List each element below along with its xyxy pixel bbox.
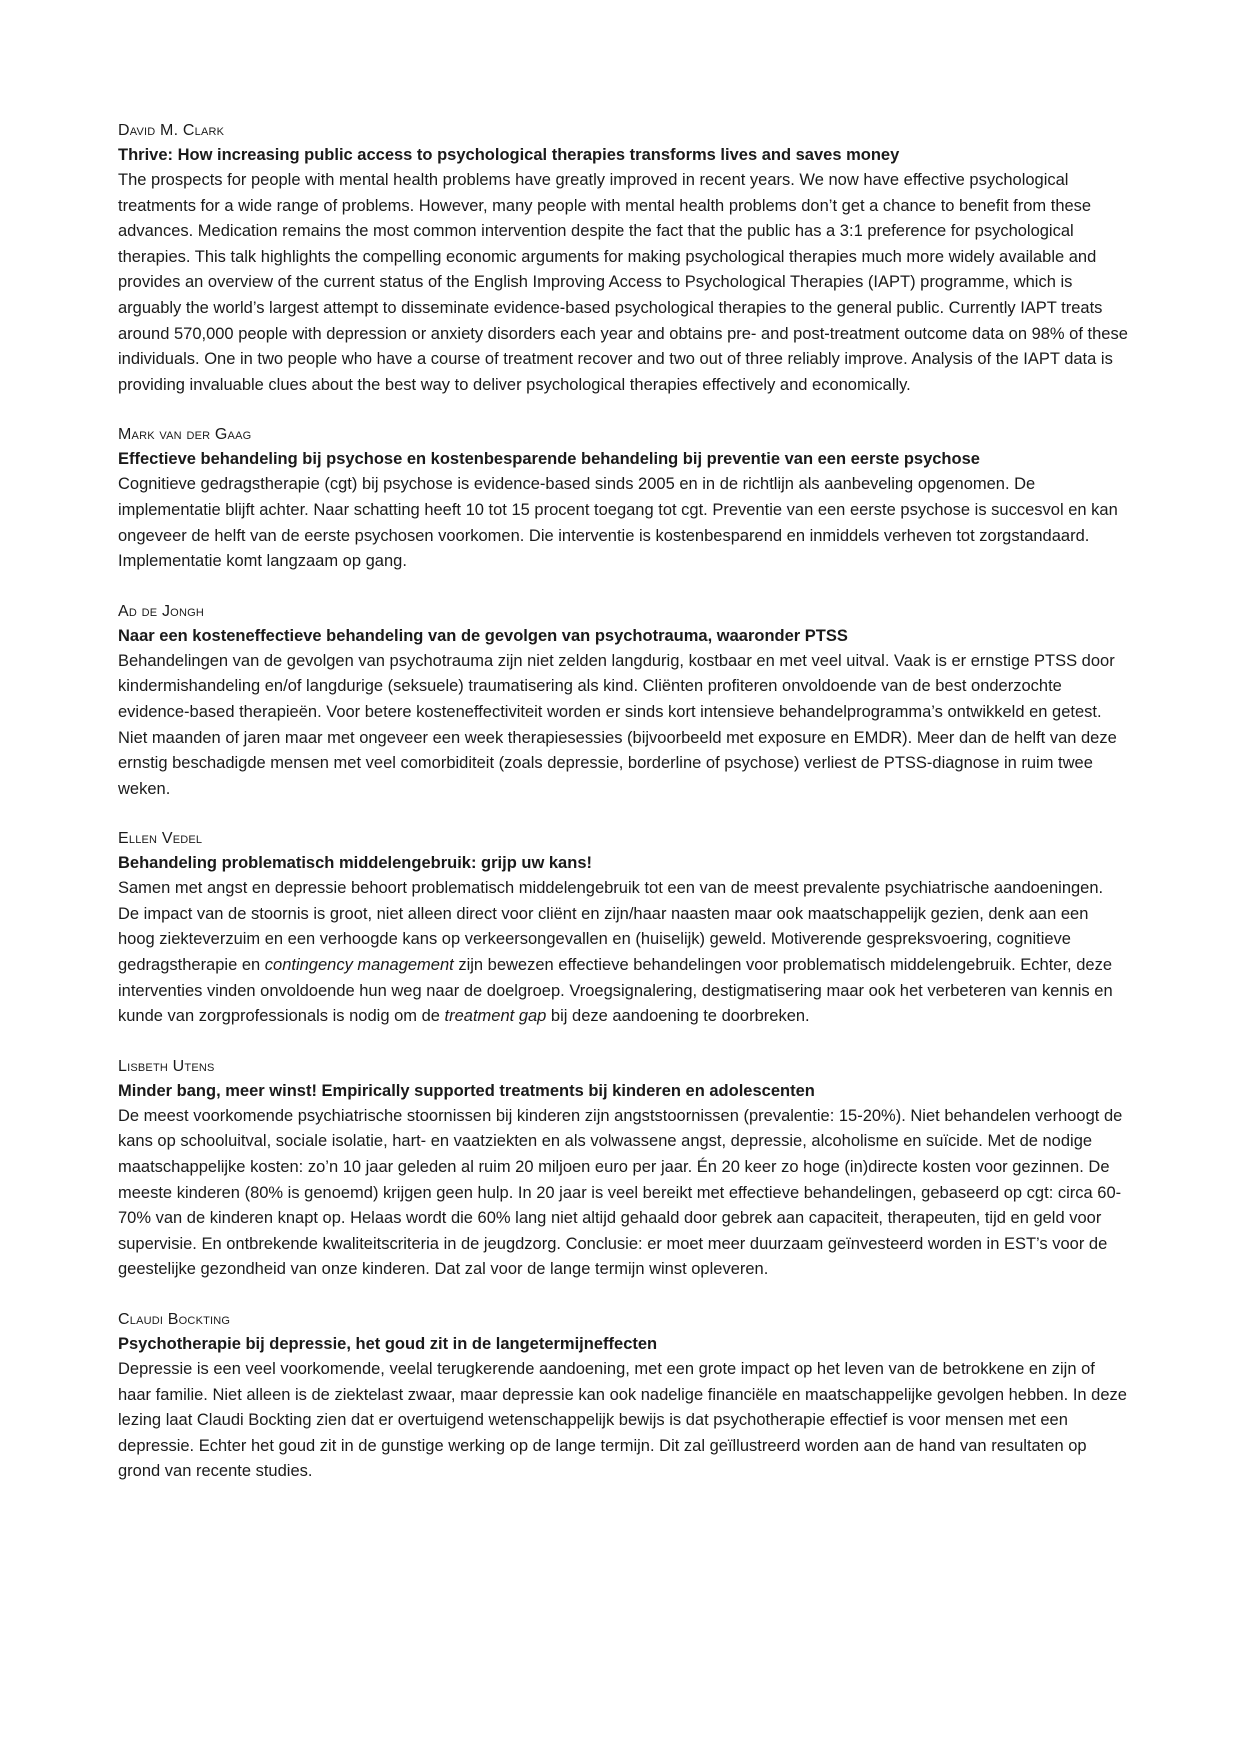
speaker-name: Lisbeth Utens (118, 1057, 215, 1075)
talk-title: Effectieve behandeling bij psychose en kostenbesparende behandeling bij preventie van een eerste psychose (118, 450, 980, 469)
abstract-text: Depressie is een veel voorkomende, veelal terugkerende aandoening, met een grote impact op het leven van de betrokkene en zijn of haar familie. Niet alleen is de ziektelast zwaar, maar depressie kan ook nadelige financiële en maatschappelijke gevolgen hebben. In deze lezing laat Claudi Bockting zien dat er overtuigend wetenschappelijk bewijs is dat psychotherapie effectief is voor mensen met een depressie. Echter het goud zit in de gunstige werking op de lange termijn. Dit zal geïllustreerd worden aan de hand van resultaten op grond van recente studies. (118, 1360, 1127, 1481)
talk-title: Thrive: How increasing public access to psychological therapies transforms lives and saves money (118, 146, 900, 164)
speaker-name: Claudi Bockting (118, 1311, 231, 1328)
abstract-text-part: bij deze aandoening te doorbreken. (546, 1007, 810, 1026)
abstract-text: De meest voorkomende psychiatrische stoornissen bij kinderen zijn angststoornissen (prevalentie: 15-20%). Niet behandelen verhoogt de kans op schooluitval, sociale isolatie, hart- en vaatziekten en als volwassene angst, depressie, alcoholisme en suïcide. Met de nodige maatschappelijke kosten: zo’n 10 jaar geleden al ruim 20 miljoen euro per jaar. Én 20 keer zo hoge (in)directe kosten voor gezinnen. De meeste kinderen (80% is genoemd) krijgen geen hulp. In 20 jaar is veel bereikt met effectieve behandelingen, gebaseerd op cgt: circa 60-70% van de kinderen knapt op. Helaas wordt die 60% lang niet altijd gehaald door gebrek aan capaciteit, therapeuten, tijd en geld voor supervisie. En ontbrekende kwaliteitscriteria in de jeugdzorg. Conclusie: er moet meer duurzaam geïnvesteerd worden in EST’s voor de geestelijke gezondheid van onze kinderen. Dat zal voor de lange termijn winst opleveren. (118, 1106, 1123, 1279)
abstract-emphasis: contingency management (264, 956, 454, 975)
abstract-text-part: Samen met angst en depressie behoort problematisch middelengebruik tot een van de meest prevalente psychiatrische aandoeningen. De impact van de stoornis is groot, niet alleen direct voor cliënt en zijn/haar naasten maar ook maatschappelijk gezien, denk aan een hoog ziekteverzuim en een verhoogde kans op verkeersongevallen en (huiselijk) geweld. Motiverende gespreksvoering, cognitieve gedragstherapie en (118, 879, 1104, 975)
abstract-entry (118, 1056, 1128, 1283)
abstract-text (118, 876, 1128, 1030)
abstract-entry (118, 120, 1128, 398)
abstract-entry (118, 828, 1128, 1030)
document-page (118, 120, 1128, 1511)
speaker-name: Ad de Jongh (118, 602, 204, 620)
abstract-text: The prospects for people with mental health problems have greatly improved in recent years. We now have effective psychological treatments for a wide range of problems. However, many people with mental health problems don’t get a chance to benefit from these advances. Medication remains the most common intervention despite the fact that the public has a 3:1 preference for psychological therapies. This talk highlights the compelling economic arguments for making psychological therapies much more widely available and provides an overview of the current status of the English Improving Access to Psychological Therapies (IAPT) programme, which is arguably the world’s largest attempt to disseminate evidence-based psychological therapies to the general public. Currently IAPT treats around 570,000 people with depression or anxiety disorders each year and obtains pre- and post-treatment outcome data on 98% of these individuals. One in two people who have a course of treatment recover and two out of three reliably improve. Analysis of the IAPT data is providing invaluable clues about the best way to deliver psychological therapies effectively and economically. (118, 171, 1128, 394)
speaker-name: Mark van der Gaag (118, 426, 252, 444)
talk-title: Behandeling problematisch middelengebruik: grijp uw kans! (118, 854, 592, 873)
abstract-emphasis: treatment gap (444, 1007, 547, 1026)
abstract-entry (118, 1309, 1128, 1485)
abstract-text-part: zijn bewezen effectieve behandelingen voor problematisch middelengebruik. Echter, deze interventies vinden onvoldoende hun weg naar de doelgroep. Vroegsignalering, destigmatisering maar ook het verbeteren van kennis en kunde van zorgprofessionals is nodig om de (118, 956, 1113, 1026)
talk-title: Minder bang, meer winst! Empirically supported treatments bij kinderen en adolescenten (118, 1081, 815, 1100)
talk-title: Naar een kosteneffectieve behandeling van de gevolgen van psychotrauma, waaronder PTSS (118, 626, 848, 645)
abstract-entry (118, 424, 1128, 574)
abstract-text: Cognitieve gedragstherapie (cgt) bij psychose is evidence-based sinds 2005 en in de richtlijn als aanbeveling opgenomen. De implementatie blijft achter. Naar schatting heeft 10 tot 15 procent toegang tot cgt. Preventie van een eerste psychose is succesvol en kan ongeveer de helft van de eerste psychosen voorkomen. Die interventie is kostenbesparend en inmiddels verheven tot zorgstandaard. Implementatie komt langzaam op gang. (118, 475, 1118, 571)
abstract-entry (118, 601, 1128, 803)
abstract-text: Behandelingen van de gevolgen van psychotrauma zijn niet zelden langdurig, kostbaar en met veel uitval. Vaak is er ernstige PTSS door kindermishandeling en/of langdurige (seksuele) traumatisering als kind. Cliënten profiteren onvoldoende van de best onderzochte evidence-based therapieën. Voor betere kosteneffectiviteit worden er sinds kort intensieve behandelprogramma’s ontwikkeld en getest. Niet maanden of jaren maar met ongeveer een week therapiesessies (bijvoorbeeld met exposure en EMDR). Meer dan de helft van deze ernstig beschadigde mensen met veel comorbiditeit (zoals depressie, borderline of psychose) verliest de PTSS-diagnose in ruim twee weken. (118, 651, 1117, 798)
speaker-name: Ellen Vedel (118, 830, 203, 848)
talk-title: Psychotherapie bij depressie, het goud zit in de langetermijneffecten (118, 1335, 658, 1353)
speaker-name: David M. Clark (118, 122, 225, 139)
